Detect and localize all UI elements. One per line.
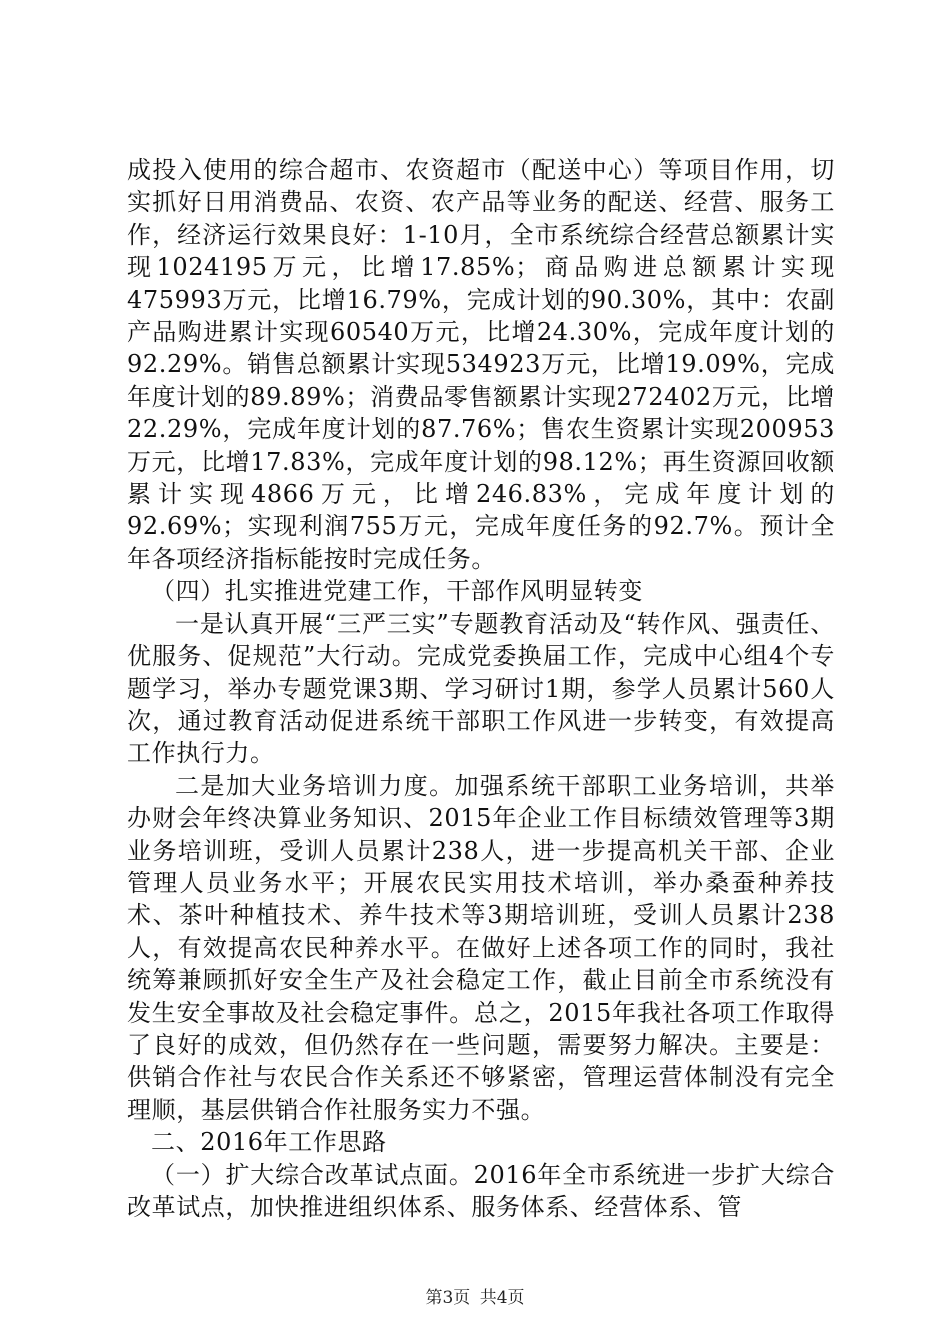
page-footer [0, 1288, 950, 1308]
document-body [127, 154, 835, 1223]
paragraph-continuation: 成投入使用的综合超市、农资超市（配送中心）等项目作用，切实抓好日用消费品、农资、农产品等业务的配送、经营、服务工作，经济运行效果良好：1-10月，全市系统综合经营总额累计实现1024195万元，比增17.85%；商品购进总额累计实现475993万元，比增16.79%，完成计划的90.30%，其中：农副产品购进累计实现60540万元，比增24.30%，完成年度计划的92.29%。销售总额累计实现534923万元，比增19.09%，完成年度计划的89.89%；消费品零售额累计实现272402万元，比增22.29%，完成年度计划的87.76%；售农生资累计实现200953万元，比增17.83%，完成年度计划的98.12%；再生资源回收额累计实现4866万元，比增246.83%，完成年度计划的92.69%；实现利润755万元，完成年度任务的92.7%。预计全年各项经济指标能按时完成任务。 [127, 156, 835, 573]
paragraph-item-education-campaign: 一是认真开展“三严三实”专题教育活动及“转作风、强责任、优服务、促规范”大行动。完成党委换届工作，完成中心组4个专题学习，举办专题党课3期、学习研讨1期，参学人员累计560人次，通过教育活动促进系统干部职工作风进一步转变，有效提高工作执行力。 [127, 609, 835, 768]
page-total: 共4页 [479, 1288, 525, 1308]
paragraph-item-training: 二是加大业务培训力度。加强系统干部职工业务培训，共举办财会年终决算业务知识、2015年企业工作目标绩效管理等3期业务培训班，受训人员累计238人，进一步提高机关干部、企业管理人员业务水平；开展农民实用技术培训，举办桑蚕种养技术、茶叶种植技术、养牛技术等3期培训班，受训人员累计238人，有效提高农民种养水平。在做好上述各项工作的同时，我社统筹兼顾抓好安全生产及社会稳定工作，截止目前全市系统没有发生安全事故及社会稳定事件。总之，2015年我社各项工作取得了良好的成效，但仍然存在一些问题，需要努力解决。主要是：供销合作社与农民合作关系还不够紧密，管理运营体制没有完全理顺，基层供销合作社服务实力不强。 [127, 771, 835, 1124]
page-number: 第3页 [425, 1288, 471, 1308]
paragraph-heading-party-building: （四）扎实推进党建工作，干部作风明显转变 [151, 577, 643, 606]
section-heading-2016-plan: 二、2016年工作思路 [151, 1128, 387, 1157]
paragraph-item-reform-pilot: （一）扩大综合改革试点面。2016年全市系统进一步扩大综合改革试点，加快推进组织体系、服务体系、经营体系、管 [127, 1160, 835, 1221]
